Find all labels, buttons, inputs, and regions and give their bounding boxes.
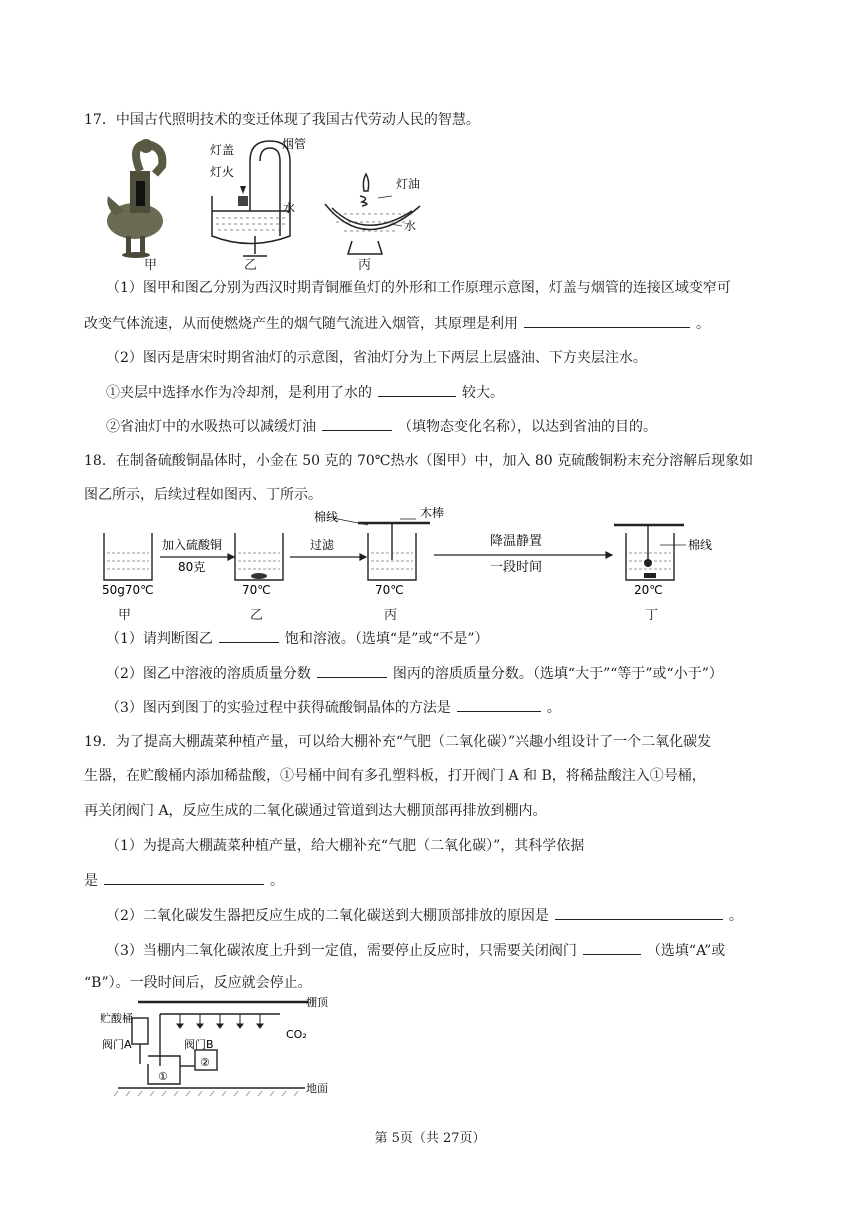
ground-label: 地面 <box>306 1082 328 1095</box>
q19-p3-line2: “B”）。一段时间后，反应就会停止。 <box>84 975 312 991</box>
q18-stem-line2: 图乙所示，后续过程如图丙、丁所示。 <box>84 487 322 503</box>
answer-blank[interactable] <box>219 628 279 643</box>
fig18-yi: 乙 <box>250 608 264 623</box>
fig17-yi: 乙 <box>244 258 258 273</box>
q19-p1-line1: （1）为提高大棚蔬菜种植产量，给大棚补充“气肥（二氧化碳）”，其科学依据 <box>106 838 585 854</box>
cotton-label: 棉线 <box>314 510 339 524</box>
fig17-jia: 甲 <box>144 258 158 273</box>
tank1-label: ① <box>158 1070 168 1083</box>
q18-p2: （2）图乙中溶液的溶质质量分数 图丙的溶质质量分数。（选填“大于”“等于”或“小于”） <box>106 663 723 684</box>
q17-p1-line2: 改变气体流速，从而使燃烧产生的烟气随气流进入烟管，其原理是利用 。 <box>84 313 710 334</box>
answer-blank[interactable] <box>583 940 641 955</box>
rod-label: 木棒 <box>420 506 445 520</box>
oil-label: 灯油 <box>396 177 421 191</box>
answer-blank[interactable] <box>378 382 456 397</box>
answer-blank[interactable] <box>317 663 387 678</box>
answer-blank[interactable] <box>555 905 723 920</box>
fig18-bing: 丙 <box>384 608 398 623</box>
water-label: 水 <box>283 201 296 215</box>
valve-b-label: 阀门B <box>184 1038 214 1051</box>
answer-blank[interactable] <box>457 697 541 712</box>
cool-label: 降温静置 <box>490 534 543 549</box>
q18-p3: （3）图丙到图丁的实验过程中获得硫酸铜晶体的方法是 。 <box>106 697 561 718</box>
page-footer: 第 5页（共 27页） <box>374 1131 486 1146</box>
q19-p3: （3）当棚内二氧化碳浓度上升到一定值，需要停止反应时，只需要关闭阀门 （选填“A”或 <box>106 940 725 961</box>
q19-stem-line2: 生器，在贮酸桶内添加稀盐酸，①号桶中间有多孔塑料板，打开阀门 A 和 B，将稀盐酸注入①号桶， <box>84 768 706 784</box>
temp-ding: 20℃ <box>634 583 663 597</box>
q17-p2a: ①夹层中选择水作为冷却剂，是利用了水的 较大。 <box>106 382 504 403</box>
filter-label: 过滤 <box>310 538 335 552</box>
tank2-label: ② <box>200 1056 210 1069</box>
q19-p2: （2）二氧化碳发生器把反应生成的二氧化碳送到大棚顶部排放的原因是 。 <box>106 905 743 926</box>
tank-label: 贮酸桶 <box>100 1012 133 1025</box>
q17-p2: （2）图丙是唐宋时期省油灯的示意图，省油灯分为上下两层上层盛油、下方夹层注水。 <box>106 350 647 366</box>
temp-jia: 50g70℃ <box>102 583 154 597</box>
lamp-lid-label: 灯盖 <box>210 143 235 157</box>
answer-blank[interactable] <box>322 416 392 431</box>
valve-a-label: 阀门A <box>102 1038 132 1051</box>
fig18-ding: 丁 <box>645 608 659 623</box>
cotton2-label: 棉线 <box>688 538 713 552</box>
temp-yi: 70℃ <box>242 583 271 597</box>
q19-figure <box>100 996 340 1100</box>
answer-blank[interactable] <box>104 870 264 885</box>
q17-stem: 17．中国古代照明技术的变迁体现了我国古代劳动人民的智慧。 <box>84 112 480 128</box>
bronze-lamp-image <box>107 139 163 258</box>
co2-label: CO₂ <box>286 1028 307 1041</box>
q17-figure <box>100 136 430 272</box>
q18-stem-line1: 18．在制备硫酸铜晶体时，小金在 50 克的 70℃热水（图甲）中，加入 80 克硫酸铜粉末充分溶解后现象如 <box>84 453 754 469</box>
add-mass-label: 80克 <box>178 560 206 574</box>
q19-p1-line2: 是 。 <box>84 870 284 891</box>
flame-label: 灯火 <box>210 165 235 179</box>
q18-figure <box>100 505 720 597</box>
water2-label: 水 <box>404 219 417 233</box>
add-label: 加入硫酸铜 <box>162 538 223 552</box>
roof-label: 棚顶 <box>306 996 328 1009</box>
q17-p2b: ②省油灯中的水吸热可以减缓灯油 （填物态变化名称），以达到省油的目的。 <box>106 416 657 437</box>
fig17-bing: 丙 <box>358 258 372 273</box>
answer-blank[interactable] <box>524 313 690 328</box>
lamp-schematic <box>212 141 290 256</box>
fig18-jia: 甲 <box>118 608 132 623</box>
chimney-label: 烟管 <box>282 137 307 151</box>
time-label: 一段时间 <box>490 560 543 575</box>
temp-bing: 70℃ <box>375 583 404 597</box>
q19-stem-line1: 19．为了提高大棚蔬菜种植产量，可以给大棚补充“气肥（二氧化碳）”兴趣小组设计了一个二氧化碳发 <box>84 734 712 750</box>
q19-stem-line3: 再关闭阀门 A，反应生成的二氧化碳通过管道到达大棚顶部再排放到棚内。 <box>84 803 547 819</box>
q18-p1: （1）请判断图乙 饱和溶液。（选填“是”或“不是”） <box>106 628 489 649</box>
q17-p1-line1: （1）图甲和图乙分别为西汉时期青铜雁鱼灯的外形和工作原理示意图，灯盖与烟管的连接区域变窄可 <box>106 280 731 296</box>
